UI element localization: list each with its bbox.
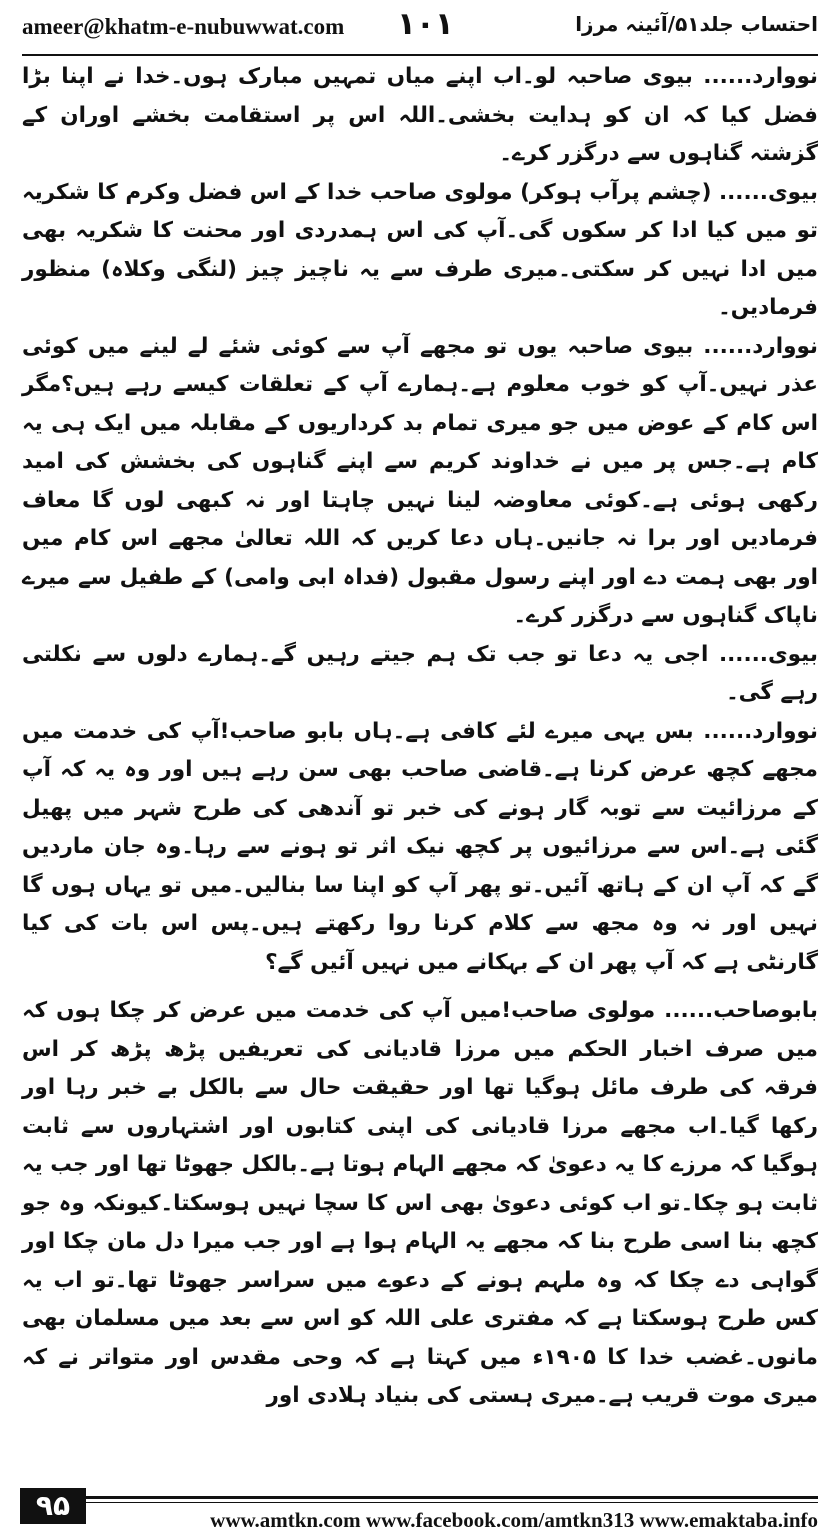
footer-rule-thin — [86, 1502, 818, 1503]
paragraph-6: بابوصاحب...... مولوی صاحب!میں آپ کی خدمت میں عرض کر چکا ہوں کہ میں صرف اخبار الحکم میں مرزا قادیانی کی تعریفیں پڑھ پڑھ کر اس فرقہ کی طرف مائل ہوگیا تھا اور حقیقت حال سے بالکل بے خبر رہا اور رکھا گیا۔اب مجھے مرزا قادیانی کی اپنی کتابوں اور اشتہاروں سے ثابت ہوگیا کہ مرزے کا یہ دعویٰ کہ مجھے الہام ہوتا ہے۔بالکل جھوٹا تھا اور جب یہ ثابت ہو چکا۔تو اب کوئی دعویٰ بھی اس کا سچا نہیں ہوسکتا۔کیونکہ وہ جو کچھ بنا اسی طرح بنا کہ مجھے یہ الہام ہوا ہے اور جب میرا دل مان چکا اور گواہی دے چکا کہ وہ ملہم ہونے کے دعوے میں سراسر جھوٹا تھا۔تو اب یہ کس طرح ہوسکتا ہے کہ مفتری علی اللہ کو اس سے بعد میں مسلمان بھی مانوں۔غضب خدا کا ۱۹۰۵ء میں کہتا ہے کہ وحی مقدس اور متواتر نے کہ میری موت قریب ہے۔میری ہستی کی بنیاد ہلادی اور — [22, 998, 818, 1408]
footer-links: www.amtkn.com www.facebook.com/amtkn313 www.emaktaba.info — [210, 1508, 818, 1532]
page-header — [0, 0, 840, 52]
page-body — [22, 58, 818, 1476]
paragraph-1: نووارد...... بیوی صاحبہ لو۔اب اپنے میاں تمہیں مبارک ہوں۔خدا نے اپنا بڑا فضل کیا کہ ان کو ہدایت بخشی۔اللہ اس پر استقامت بخشے اوران کے گزشتہ گناہوں سے درگزر کرے۔ — [22, 64, 818, 166]
paragraph-4: بیوی...... اجی یہ دعا تو جب تک ہم جیتے رہیں گے۔ہمارے دلوں سے نکلتی رہے گی۔ — [22, 641, 818, 705]
paragraph-3: نووارد...... بیوی صاحبہ یوں تو مجھے آپ سے کوئی شئے لے لینے میں کوئی عذر نہیں۔آپ کو خوب معلوم ہے۔ہمارے آپ کے تعلقات کیسے رہے ہیں؟مگر اس کام کے عوض میں جو میری تمام بد کرداریوں کے مقابلہ میں ایک ہی یہ کام ہے۔جس پر میں نے خداوند کریم سے اپنے گناہوں کی بخشش کی امید رکھی ہوئی ہے۔کوئی معاوضہ لینا نہیں چاہتا اور نہ کبھی لوں گا معاف فرمادیں اور برا نہ جانیں۔ہاں دعا کریں کہ اللہ تعالیٰ مجھے اس کام میں اور بھی ہمت دے اور اپنے رسول مقبول (فداہ ابی وامی) کے طفیل سے میرے ناپاک گناہوں سے درگزر کرے۔ — [22, 333, 818, 628]
header-page-number: ۱۰۱ — [397, 6, 454, 42]
header-email: ameer@khatm-e-nubuwwat.com — [22, 14, 345, 39]
paragraph-5: نووارد...... بس یہی میرے لئے کافی ہے۔ہاں بابو صاحب!آپ کی خدمت میں مجھے کچھ عرض کرنا ہے۔قاضی صاحب بھی سن رہے ہیں اور وہ یہ کہ آپ کے مرزائیت سے توبہ گار ہونے کی خبر تو آندھی کی طرح شہر میں پھیل گئی ہے۔اس سے مرزائیوں پر کچھ نیک اثر تو ہونے سے رہا۔وہ جان ماردیں گے کہ آپ ان کے ہاتھ آئیں۔تو پھر آپ کو اپنا سا بنالیں۔میں تو یہاں ہوں گا نہیں اور نہ وہ مجھ سے کلام کرنا روا رکھتے ہیں۔پس اس بات کی کیا گارنٹی ہے کہ آپ پھر ان کے بہکانے میں نہیں آئیں گے؟ — [22, 718, 818, 975]
footer-rule-thick — [86, 1496, 818, 1499]
header-rule — [22, 54, 818, 56]
footer-folio: ۹۵ — [20, 1488, 86, 1524]
page-footer — [0, 1488, 840, 1540]
header-title: احتساب جلد۵۱/آئینہ مرزا — [575, 12, 818, 36]
paragraph-2: بیوی...... (چشم پرآب ہوکر) مولوی صاحب خدا کے اس فضل وکرم کا شکریہ تو میں کیا ادا کر سکوں گی۔آپ کی اس ہمدردی اور محنت کا شکریہ بھی میں ادا نہیں کر سکتی۔میری طرف سے یہ ناچیز چیز (لنگی وکلاہ) منظور فرمادیں۔ — [22, 179, 818, 320]
